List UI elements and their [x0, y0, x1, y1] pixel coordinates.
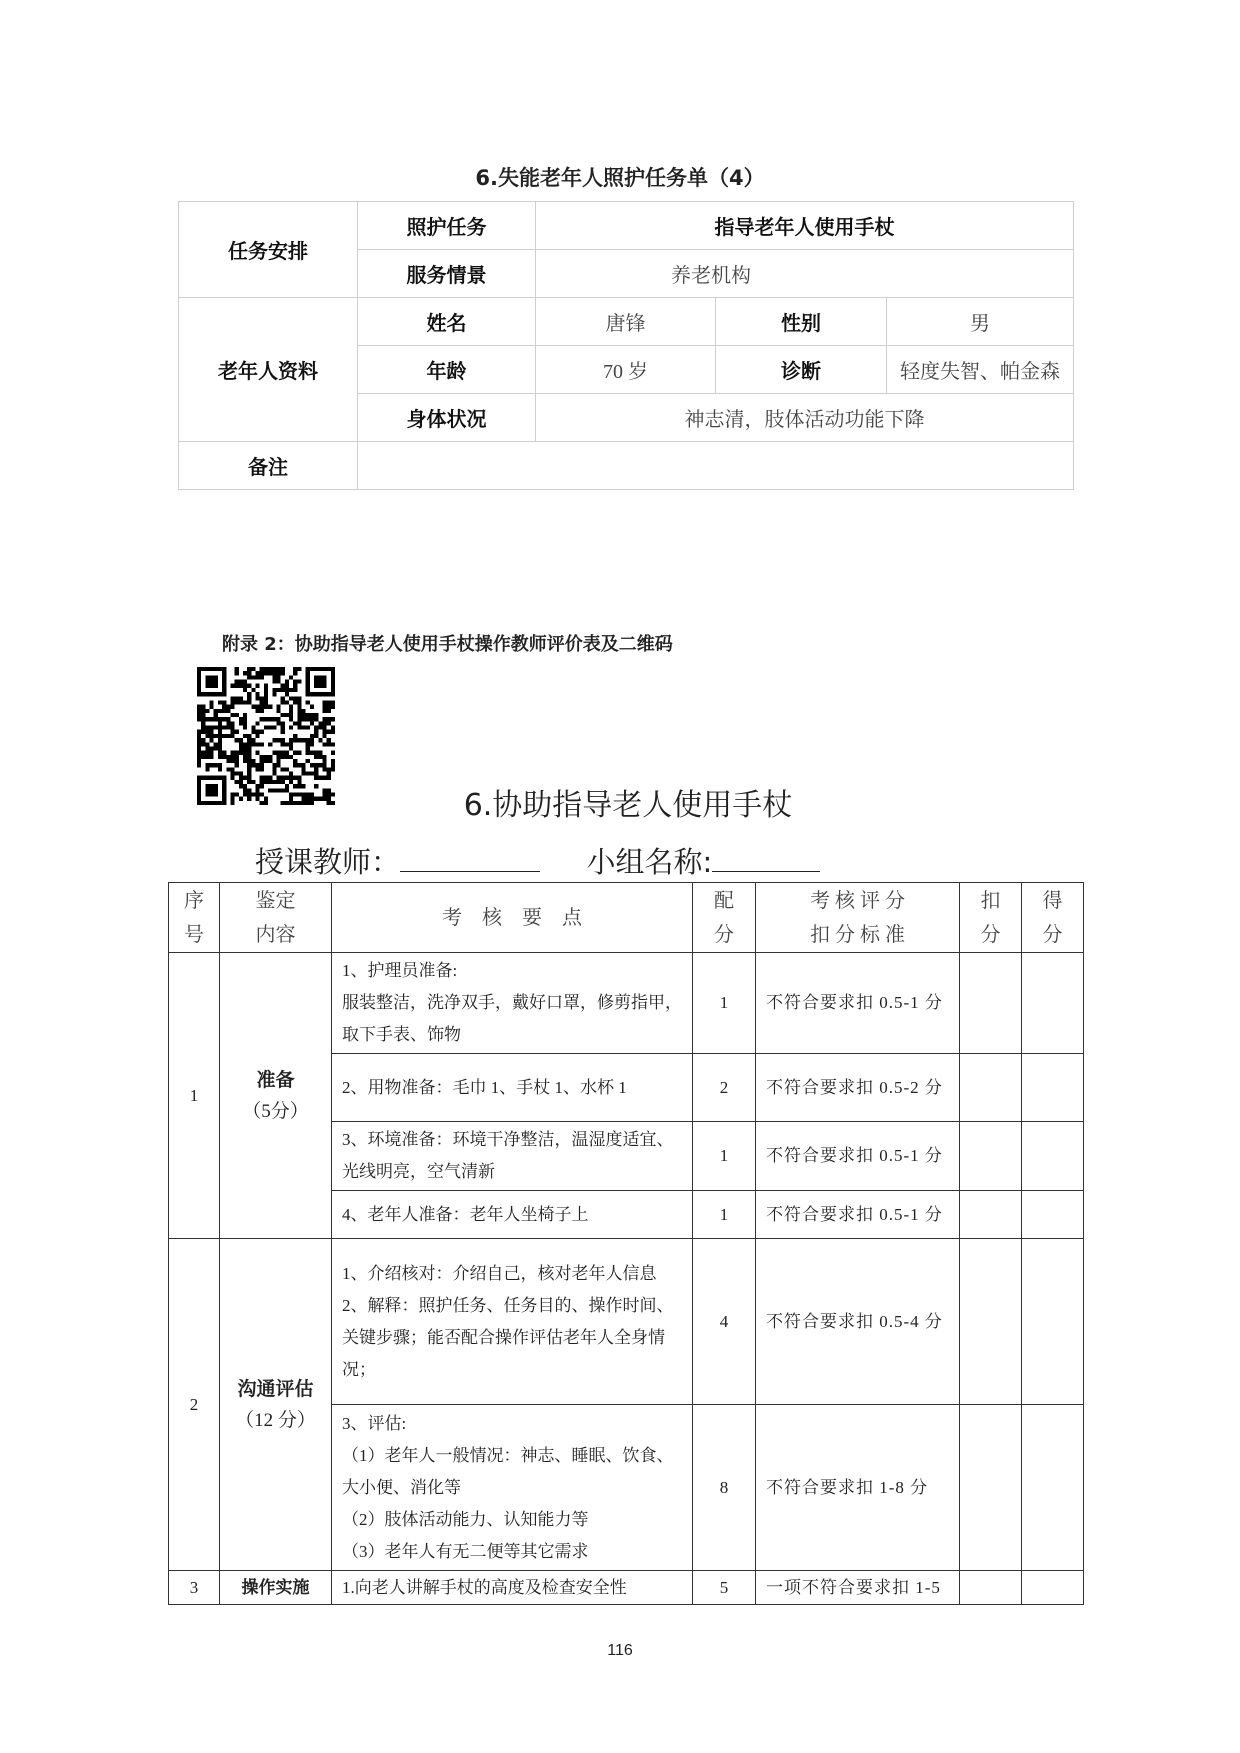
section-name: 沟通评估 （12 分） [220, 1239, 332, 1571]
name-value: 唐锋 [536, 298, 716, 346]
item-score: 8 [693, 1405, 756, 1571]
section-seq: 3 [169, 1571, 220, 1605]
name-label: 姓名 [358, 298, 536, 346]
item-score: 2 [693, 1054, 756, 1122]
deduct-cell[interactable] [960, 1405, 1022, 1571]
item-criteria: 不符合要求扣 1-8 分 [756, 1405, 960, 1571]
deduct-cell[interactable] [960, 1122, 1022, 1191]
group-blank[interactable] [712, 841, 820, 872]
gender-label: 性别 [716, 298, 887, 346]
elder-info-label: 老年人资料 [179, 298, 358, 442]
age-value: 70 岁 [536, 346, 716, 394]
item-score: 4 [693, 1239, 756, 1405]
appendix-heading: 附录 2：协助指导老人使用手杖操作教师评价表及二维码 [222, 634, 673, 655]
diagnosis-label: 诊断 [716, 346, 887, 394]
group-label: 小组名称: [586, 845, 713, 879]
item-criteria: 不符合要求扣 0.5-4 分 [756, 1239, 960, 1405]
service-scene-value: 养老机构 [536, 250, 1074, 298]
item-criteria: 不符合要求扣 0.5-1 分 [756, 1122, 960, 1191]
gender-value: 男 [887, 298, 1074, 346]
got-cell[interactable] [1022, 953, 1084, 1054]
deduct-cell[interactable] [960, 1571, 1022, 1605]
age-label: 年龄 [358, 346, 536, 394]
item-score: 1 [693, 953, 756, 1054]
care-task-label: 照护任务 [358, 202, 536, 250]
physical-label: 身体状况 [358, 394, 536, 442]
task-sheet-table [178, 201, 1074, 490]
remarks-label: 备注 [179, 442, 358, 490]
got-cell[interactable] [1022, 1405, 1084, 1571]
deduct-cell[interactable] [960, 953, 1022, 1054]
signature-line [255, 840, 820, 881]
header-deduct: 扣 分 [960, 883, 1022, 953]
physical-value: 神志清，肢体活动功能下降 [536, 394, 1074, 442]
got-cell[interactable] [1022, 1054, 1084, 1122]
header-points: 考 核 要 点 [332, 883, 693, 953]
got-cell[interactable] [1022, 1122, 1084, 1191]
evaluation-title: 6.协助指导老人使用手杖 [463, 788, 793, 823]
header-seq: 序 号 [169, 883, 220, 953]
item-points: 1.向老人讲解手杖的高度及检查安全性 [332, 1571, 693, 1605]
section-seq: 2 [169, 1239, 220, 1571]
task-arrangement-label: 任务安排 [179, 202, 358, 298]
page-number: 116 [607, 1642, 633, 1659]
item-criteria: 不符合要求扣 0.5-1 分 [756, 1191, 960, 1239]
care-task-value: 指导老年人使用手杖 [536, 202, 1074, 250]
deduct-cell[interactable] [960, 1054, 1022, 1122]
item-points: 3、环境准备：环境干净整洁，温湿度适宜、光线明亮，空气清新 [332, 1122, 693, 1191]
section-seq: 1 [169, 953, 220, 1239]
table-row [169, 1239, 1084, 1405]
item-criteria: 不符合要求扣 0.5-1 分 [756, 953, 960, 1054]
deduct-cell[interactable] [960, 1191, 1022, 1239]
item-points: 3、评估: （1）老年人一般情况：神志、睡眠、饮食、大小便、消化等 （2）肢体活动能力、认知能力等 （3）老年人有无二便等其它需求 [332, 1405, 693, 1571]
task-sheet-title: 6.失能老年人照护任务单（4） [475, 166, 765, 190]
header-score: 配 分 [693, 883, 756, 953]
item-points: 1、护理员准备: 服装整洁，洗净双手，戴好口罩，修剪指甲，取下手表、饰物 [332, 953, 693, 1054]
deduct-cell[interactable] [960, 1239, 1022, 1405]
section-name: 操作实施 [220, 1571, 332, 1605]
item-criteria: 不符合要求扣 0.5-2 分 [756, 1054, 960, 1122]
header-content: 鉴定 内容 [220, 883, 332, 953]
header-got: 得 分 [1022, 883, 1084, 953]
item-criteria: 一项不符合要求扣 1-5 [756, 1571, 960, 1605]
got-cell[interactable] [1022, 1571, 1084, 1605]
section-name: 准备 （5分） [220, 953, 332, 1239]
item-points: 2、用物准备：毛巾 1、手杖 1、水杯 1 [332, 1054, 693, 1122]
item-score: 1 [693, 1191, 756, 1239]
teacher-blank[interactable] [400, 841, 540, 872]
item-score: 1 [693, 1122, 756, 1191]
item-score: 5 [693, 1571, 756, 1605]
evaluation-table [168, 882, 1084, 1605]
teacher-label: 授课教师： [255, 845, 401, 879]
table-row [169, 953, 1084, 1054]
service-scene-label: 服务情景 [358, 250, 536, 298]
got-cell[interactable] [1022, 1239, 1084, 1405]
table-row [169, 1571, 1084, 1605]
remarks-value [358, 442, 1074, 490]
header-criteria: 考 核 评 分 扣 分 标 准 [756, 883, 960, 953]
item-points: 1、介绍核对：介绍自己，核对老年人信息 2、解释：照护任务、任务目的、操作时间、关键步骤；能否配合操作评估老年人全身情况； [332, 1239, 693, 1405]
diagnosis-value: 轻度失智、帕金森 [887, 346, 1074, 394]
got-cell[interactable] [1022, 1191, 1084, 1239]
item-points: 4、老年人准备：老年人坐椅子上 [332, 1191, 693, 1239]
